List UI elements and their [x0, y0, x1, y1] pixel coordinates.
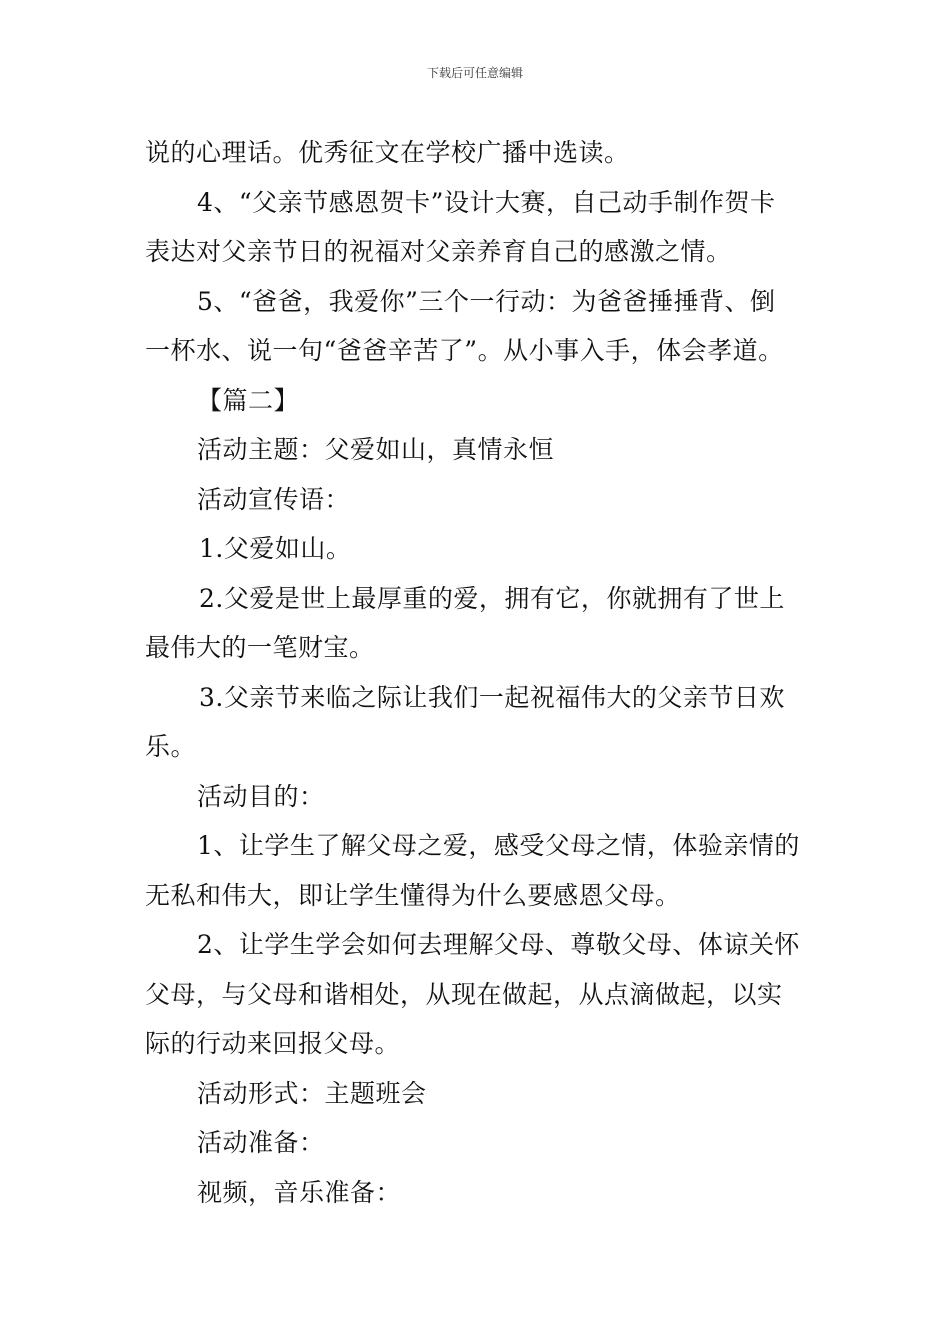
text-line: 2.父爱是世上最厚重的爱，拥有它，你就拥有了世上	[199, 583, 785, 613]
text-line: 说的心理话。优秀征文在学校广播中选读。	[145, 138, 630, 167]
document-body	[145, 128, 810, 1217]
text-line: 一杯水、说一句“爸爸辛苦了”。从小事入手，体会孝道。	[145, 336, 784, 365]
text-line: 5、“爸爸，我爱你”三个一行动：为爸爸捶捶背、倒	[197, 286, 776, 316]
text-line: 3.父亲节来临之际让我们一起祝福伟大的父亲节日欢	[199, 682, 785, 712]
text-line: 际的行动来回报父母。	[145, 1029, 401, 1058]
section-heading: 【篇二】	[197, 385, 300, 415]
text-line: 1、让学生了解父母之爱，感受父母之情，体验亲情的	[197, 831, 800, 860]
text-line: 活动形式：主题班会	[197, 1078, 427, 1108]
text-line: 视频，音乐准备：	[197, 1177, 402, 1207]
text-line: 活动目的：	[197, 781, 325, 811]
text-line: 无私和伟大，即让学生懂得为什么要感恩父母。	[145, 880, 681, 910]
text-line: 乐。	[145, 732, 197, 761]
text-line: 父母，与父母和谐相处，从现在做起，从点滴做起，以实	[145, 979, 783, 1009]
page-header-note: 下载后可任意编辑	[426, 66, 523, 80]
text-line: 4、“父亲节感恩贺卡”设计大赛，自己动手制作贺卡	[197, 187, 776, 217]
text-line: 活动准备：	[197, 1128, 325, 1157]
text-line: 活动主题：父爱如山，真情永恒	[197, 435, 555, 464]
text-line: 表达对父亲节日的祝福对父亲养育自己的感激之情。	[145, 237, 732, 266]
text-line: 1.父爱如山。	[199, 534, 352, 563]
text-line: 最伟大的一笔财宝。	[145, 633, 375, 662]
text-line: 活动宣传语：	[197, 484, 351, 514]
text-line: 2、让学生学会如何去理解父母、尊敬父母、体谅关怀	[197, 930, 800, 959]
